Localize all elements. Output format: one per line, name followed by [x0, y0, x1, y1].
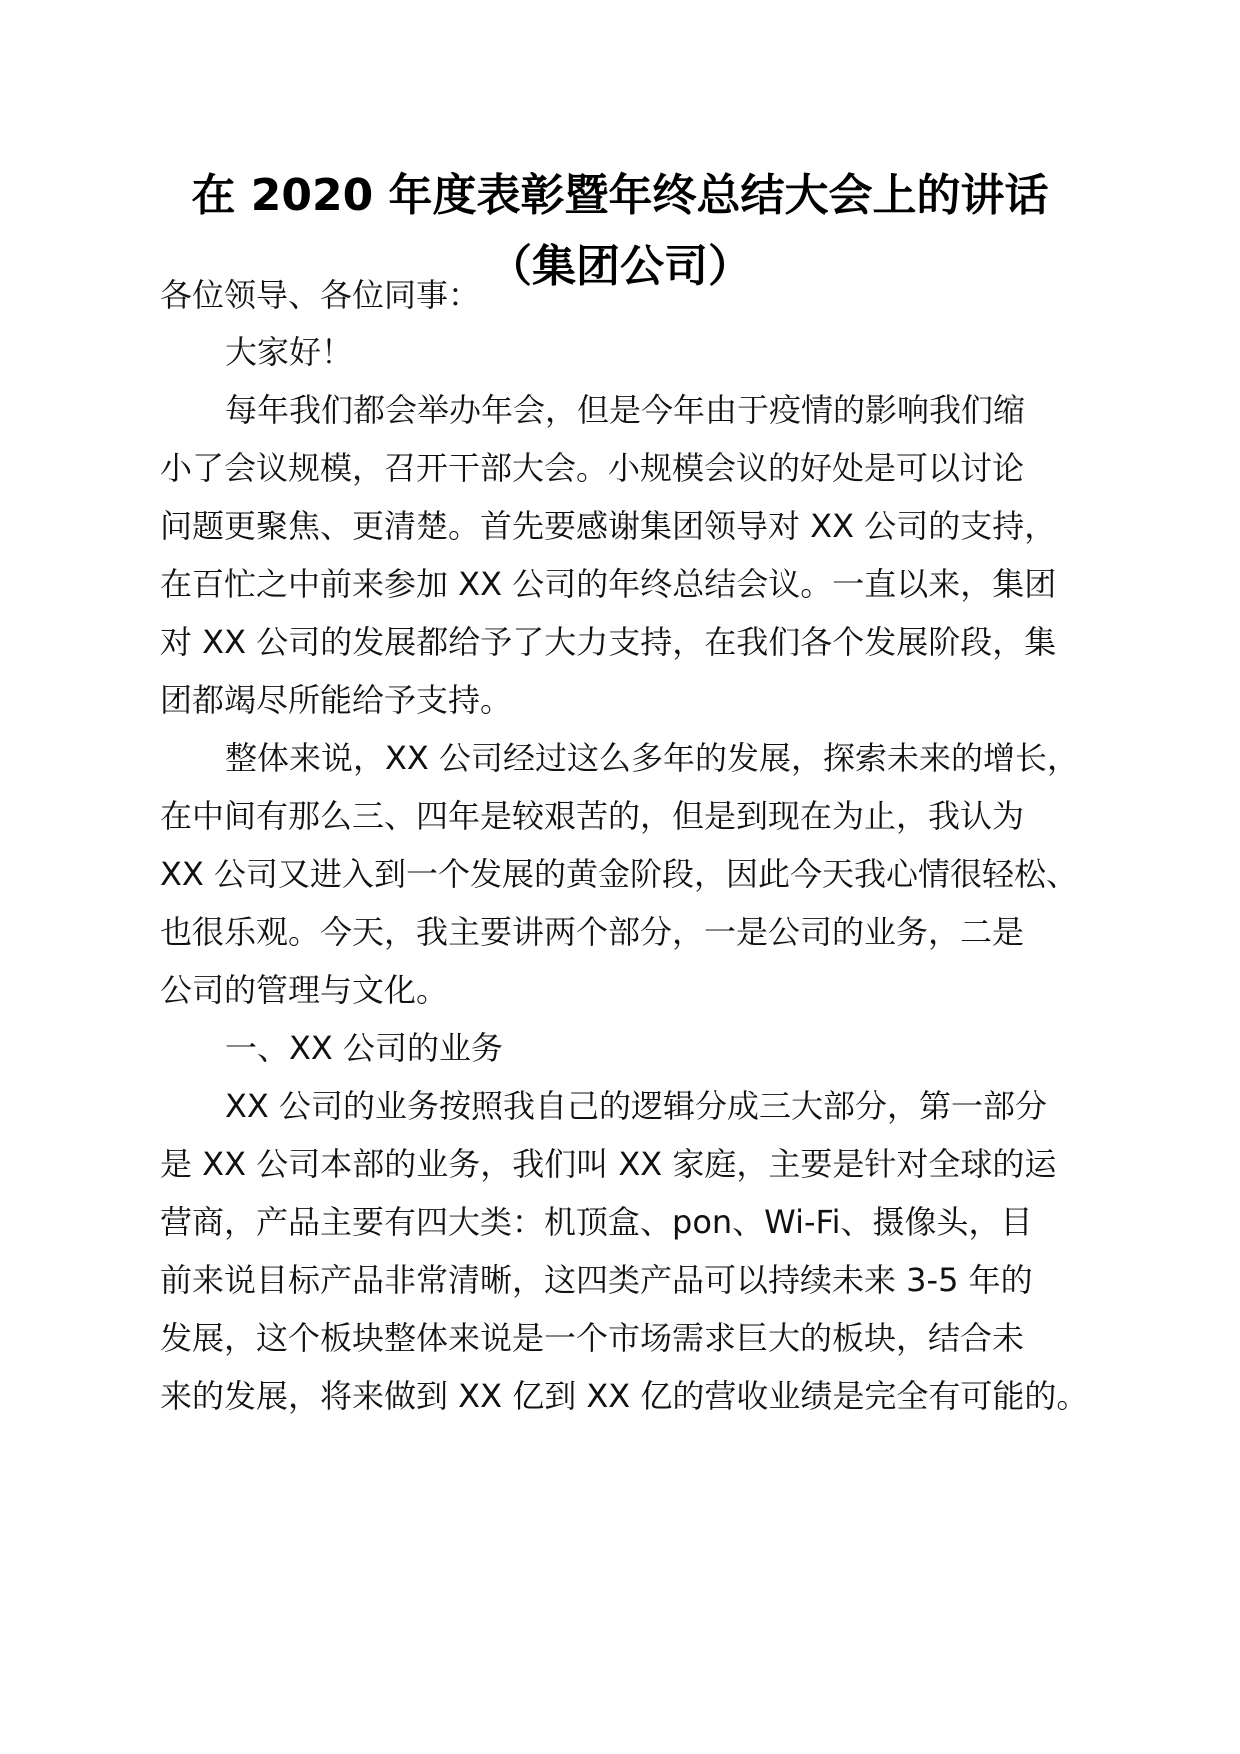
- document-title-line-2: （集团公司）: [488, 241, 752, 292]
- paragraph-1-line: 问题更聚焦、更清楚。首先要感谢集团领导对 XX 公司的支持，: [160, 507, 1057, 545]
- paragraph-2-line: XX 公司又进入到一个发展的黄金阶段，因此今天我心情很轻松、: [160, 855, 1079, 893]
- greeting: 大家好！: [225, 333, 354, 371]
- paragraph-1-line: 在百忙之中前来参加 XX 公司的年终总结会议。一直以来，集团: [160, 565, 1057, 603]
- paragraph-3-line: 来的发展，将来做到 XX 亿到 XX 亿的营收业绩是完全有可能的。: [160, 1377, 1089, 1415]
- paragraph-3-line: 前来说目标产品非常清晰，这四类产品可以持续未来 3-5 年的: [160, 1261, 1033, 1299]
- section-heading: 一、XX 公司的业务: [225, 1029, 504, 1067]
- paragraph-2-line: 公司的管理与文化。: [160, 971, 449, 1009]
- document-title-line-1: 在 2020 年度表彰暨年终总结大会上的讲话: [191, 170, 1049, 221]
- paragraph-1-line: 每年我们都会举办年会，但是今年由于疫情的影响我们缩: [225, 391, 1026, 429]
- paragraph-3-line: XX 公司的业务按照我自己的逻辑分成三大部分，第一部分: [225, 1087, 1048, 1125]
- paragraph-1-line: 小了会议规模，召开干部大会。小规模会议的好处是可以讨论: [160, 449, 1025, 487]
- paragraph-3-line: 是 XX 公司本部的业务，我们叫 XX 家庭，主要是针对全球的运: [160, 1145, 1057, 1183]
- paragraph-2-line: 整体来说，XX 公司经过这么多年的发展，探索未来的增长，: [225, 739, 1080, 777]
- paragraph-2-line: 在中间有那么三、四年是较艰苦的，但是到现在为止，我认为: [160, 797, 1025, 835]
- salutation: 各位领导、各位同事：: [160, 276, 481, 314]
- paragraph-1-line: 团都竭尽所能给予支持。: [160, 681, 513, 719]
- paragraph-1-line: 对 XX 公司的发展都给予了大力支持，在我们各个发展阶段，集: [160, 623, 1057, 661]
- paragraph-2-line: 也很乐观。今天，我主要讲两个部分，一是公司的业务，二是: [160, 913, 1025, 951]
- paragraph-3-line: 营商，产品主要有四大类：机顶盒、pon、Wi-Fi、摄像头，目: [160, 1203, 1033, 1241]
- paragraph-3-line: 发展，这个板块整体来说是一个市场需求巨大的板块，结合未: [160, 1319, 1025, 1357]
